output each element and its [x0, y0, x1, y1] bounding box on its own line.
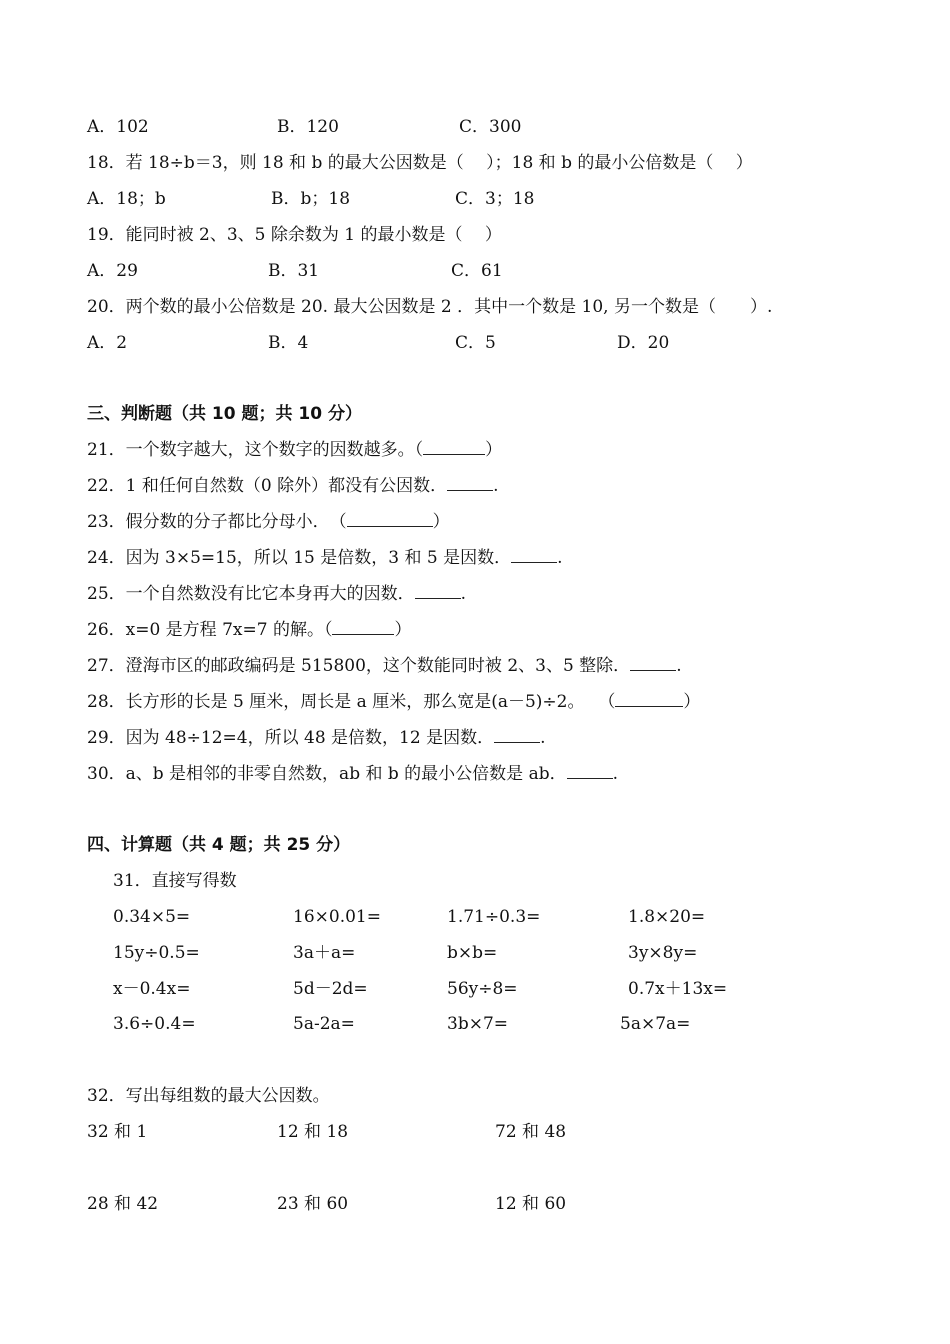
judge-item-28: 28．长方形的长是 5 厘米，周长是 a 厘米，那么宽是(a－5)÷2。 （ ） [87, 692, 701, 712]
judge-item-21: 21．一个数字越大，这个数字的因数越多。（ ） [87, 440, 503, 460]
q18-option-c: C．3；18 [455, 189, 535, 209]
calc-cell: 56y÷8= [447, 979, 518, 999]
answer-blank[interactable] [423, 440, 485, 455]
answer-blank[interactable] [332, 620, 394, 635]
q17-option-a: A．102 [87, 117, 149, 137]
q18-question: 18．若 18÷b＝3，则 18 和 b 的最大公因数是（ ）；18 和 b 的最小公倍数是（ ） [87, 153, 753, 173]
answer-blank[interactable] [494, 728, 540, 743]
gcf-cell: 28 和 42 [87, 1194, 159, 1214]
q19-option-c: C．61 [451, 261, 503, 281]
answer-blank[interactable] [415, 584, 461, 599]
q20-option-c: C．5 [455, 333, 496, 353]
calc-cell: 3y×8y= [628, 943, 698, 963]
calc-cell: 0.7x＋13x= [628, 979, 728, 999]
calc-cell: 3a＋a= [293, 943, 356, 963]
gcf-cell: 72 和 48 [495, 1122, 567, 1142]
answer-blank[interactable] [567, 764, 613, 779]
gcf-cell: 23 和 60 [277, 1194, 349, 1214]
q19-option-b: B．31 [268, 261, 320, 281]
answer-blank[interactable] [511, 548, 557, 563]
q18-option-b: B．b；18 [271, 189, 351, 209]
judge-item-23: 23．假分数的分子都比分母小． （ ） [87, 512, 450, 532]
calc-cell: 3b×7= [447, 1014, 509, 1034]
judge-item-30: 30．a、b 是相邻的非零自然数，ab 和 b 的最小公倍数是 ab． . [87, 764, 618, 784]
calc-cell: b×b= [447, 943, 498, 963]
judge-item-29: 29．因为 48÷12=4，所以 48 是倍数，12 是因数． . [87, 728, 546, 748]
q20-option-d: D．20 [617, 333, 670, 353]
gcf-cell: 32 和 1 [87, 1122, 148, 1142]
q20-question: 20．两个数的最小公倍数是 20. 最大公因数是 2 ．其中一个数是 10, 另一个数是（ ）. [87, 297, 773, 317]
answer-blank[interactable] [615, 692, 683, 707]
q19-question: 19．能同时被 2、3、5 除余数为 1 的最小数是（ ） [87, 225, 502, 245]
answer-blank[interactable] [630, 656, 676, 671]
section3-title: 三、判断题（共 10 题；共 10 分） [87, 404, 362, 424]
gcf-cell: 12 和 60 [495, 1194, 567, 1214]
answer-blank[interactable] [347, 512, 433, 527]
answer-blank[interactable] [447, 476, 493, 491]
q20-option-a: A．2 [87, 333, 128, 353]
calc-cell: 5a-2a= [293, 1014, 355, 1034]
calc-cell: x－0.4x= [113, 979, 191, 999]
q32-title: 32．写出每组数的最大公因数。 [87, 1086, 330, 1106]
calc-cell: 5d－2d= [293, 979, 368, 999]
calc-cell: 1.8×20= [628, 907, 706, 927]
calc-cell: 0.34×5= [113, 907, 191, 927]
calc-cell: 15y÷0.5= [113, 943, 200, 963]
section4-title: 四、计算题（共 4 题；共 25 分） [87, 835, 351, 855]
gcf-cell: 12 和 18 [277, 1122, 349, 1142]
judge-item-26: 26．x=0 是方程 7x=7 的解。（ ） [87, 620, 412, 640]
q17-option-b: B．120 [277, 117, 339, 137]
q19-option-a: A．29 [87, 261, 138, 281]
calc-cell: 16×0.01= [293, 907, 381, 927]
judge-item-24: 24．因为 3×5=15，所以 15 是倍数，3 和 5 是因数． . [87, 548, 563, 568]
q18-option-a: A．18；b [87, 189, 166, 209]
judge-item-22: 22．1 和任何自然数（0 除外）都没有公因数． . [87, 476, 499, 496]
calc-cell: 1.71÷0.3= [447, 907, 541, 927]
q31-title: 31．直接写得数 [113, 871, 237, 891]
judge-item-27: 27．澄海市区的邮政编码是 515800，这个数能同时被 2、3、5 整除． . [87, 656, 682, 676]
calc-cell: 5a×7a= [620, 1014, 691, 1034]
calc-cell: 3.6÷0.4= [113, 1014, 196, 1034]
q17-option-c: C．300 [459, 117, 522, 137]
judge-item-25: 25．一个自然数没有比它本身再大的因数． . [87, 584, 467, 604]
q20-option-b: B．4 [268, 333, 309, 353]
